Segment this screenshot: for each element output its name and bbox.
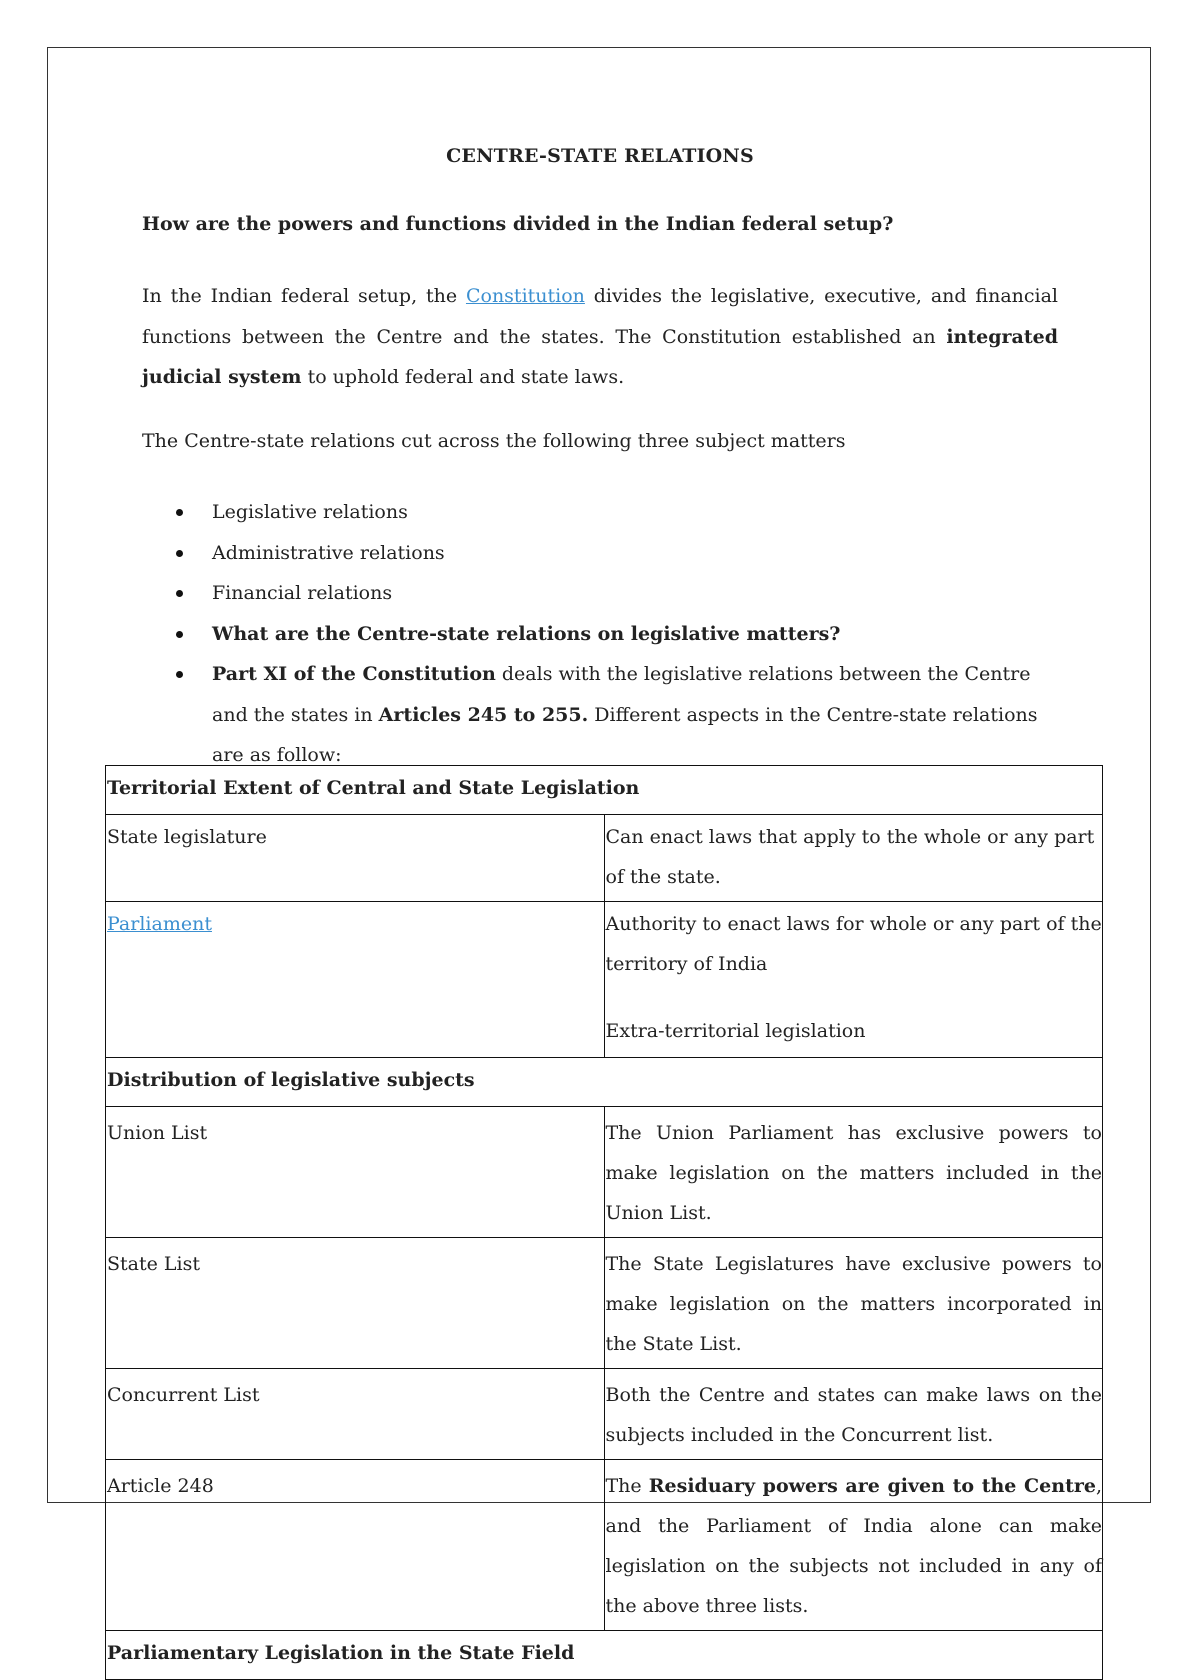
- table-row: [106, 1058, 1103, 1107]
- row-label: Concurrent List: [106, 1369, 605, 1460]
- bullet-icon: [176, 590, 183, 597]
- legislation-table: [105, 765, 1103, 1680]
- section-header: Parliamentary Legislation in the State Field: [106, 1631, 1103, 1680]
- subject-matters-paragraph: The Centre-state relations cut across the following three subject matters: [142, 430, 846, 452]
- row-text-part: The: [605, 1475, 649, 1497]
- parliament-link[interactable]: Parliament: [107, 913, 212, 935]
- row-text: The Union Parliament has exclusive powers to make legislation on the matters included in the Union List.: [604, 1107, 1103, 1238]
- bullet-text: Legislative relations: [212, 501, 408, 523]
- row-text: [604, 902, 1103, 1058]
- table-row: [106, 902, 1103, 1058]
- spacer: [606, 984, 1103, 1011]
- row-text-line: Authority to enact laws for whole or any part of the territory of India: [605, 913, 1102, 975]
- intro-text-3: to uphold federal and state laws.: [301, 366, 625, 388]
- row-label: Article 248: [106, 1460, 605, 1631]
- bullet-text: Financial relations: [212, 582, 393, 604]
- bullet-icon: [176, 550, 183, 557]
- bullet-bold: Part XI of the Constitution: [212, 663, 496, 685]
- table-row: [106, 1369, 1103, 1460]
- table-row: [106, 815, 1103, 902]
- section-question: How are the powers and functions divided in the Indian federal setup?: [142, 213, 894, 235]
- row-text-bold: Residuary powers are given to the Centre: [648, 1475, 1096, 1497]
- row-label: Union List: [106, 1107, 605, 1238]
- bullet-list: [142, 492, 1058, 776]
- table-row: [106, 766, 1103, 815]
- list-item: [142, 533, 1058, 574]
- intro-paragraph: [142, 276, 1058, 398]
- row-label: [106, 902, 605, 1058]
- bullet-icon: [176, 509, 183, 516]
- section-header: Territorial Extent of Central and State Legislation: [106, 766, 1103, 815]
- bullet-icon: [176, 631, 183, 638]
- row-label: State List: [106, 1238, 605, 1369]
- row-text: [604, 1460, 1103, 1631]
- row-text-part: , and the Parliament of India alone can make legislation on the subjects not included in any of the above three lists.: [605, 1475, 1102, 1617]
- page-title: CENTRE-STATE RELATIONS: [446, 145, 754, 167]
- row-text: The State Legislatures have exclusive powers to make legislation on the matters incorporated in the State List.: [604, 1238, 1103, 1369]
- row-text: Both the Centre and states can make laws on the subjects included in the Concurrent list.: [604, 1369, 1103, 1460]
- table-row: [106, 1631, 1103, 1680]
- intro-text-2: divides the legislative, executive, and financial functions between the Centre and the states. The Constitution established an: [142, 285, 1059, 348]
- bullet-bold: Articles 245 to 255.: [378, 703, 589, 726]
- table-row: [106, 1460, 1103, 1631]
- list-item: [142, 614, 1058, 655]
- row-text: Can enact laws that apply to the whole or any part of the state.: [604, 815, 1103, 902]
- table-row: [106, 1238, 1103, 1369]
- bullet-icon: [176, 671, 183, 678]
- bullet-text: Administrative relations: [212, 541, 445, 564]
- bullet-text: What are the Centre-state relations on legislative matters?: [212, 622, 841, 645]
- table-row: [106, 1107, 1103, 1238]
- row-text-line: Extra-territorial legislation: [605, 1020, 866, 1042]
- constitution-link[interactable]: Constitution: [465, 285, 585, 307]
- bullet-text: Different aspects in the Centre-state relations are as follow:: [212, 703, 1038, 766]
- list-item: [142, 492, 1058, 533]
- section-header: Distribution of legislative subjects: [106, 1058, 1103, 1107]
- list-item: [142, 573, 1058, 614]
- list-item: [142, 654, 1058, 776]
- intro-bold-term: integrated judicial system: [142, 325, 1058, 388]
- intro-text-1: In the Indian federal setup, the: [142, 285, 466, 307]
- row-label: State legislature: [106, 815, 605, 902]
- bullet-text: deals with the legislative relations between the Centre and the states in: [212, 663, 1031, 726]
